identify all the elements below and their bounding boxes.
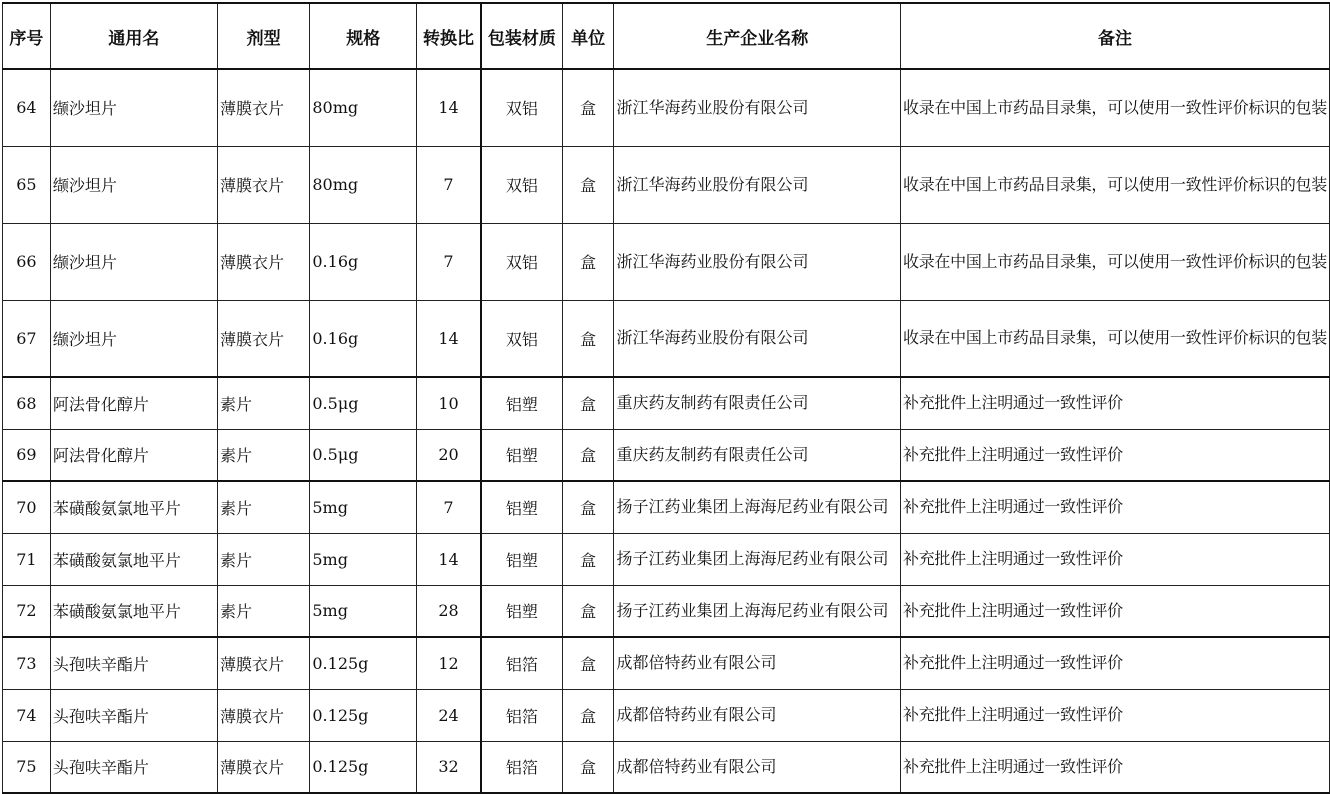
cell-note: 补充批件上注明通过一致性评价 [901,689,1330,741]
table-row [3,533,1330,585]
cell-form: 薄膜衣片 [217,741,309,793]
cell-note: 补充批件上注明通过一致性评价 [901,585,1330,637]
cell-pack: 铝塑 [481,377,562,429]
cell-ratio: 20 [417,429,481,481]
cell-pack: 铝塑 [481,481,562,533]
cell-form: 素片 [217,533,309,585]
cell-form: 薄膜衣片 [217,637,309,689]
table-row [3,637,1330,689]
cell-form: 薄膜衣片 [217,146,309,223]
cell-ratio: 14 [417,300,481,377]
header-maker: 生产企业名称 [614,3,901,69]
cell-maker: 浙江华海药业股份有限公司 [614,146,901,223]
cell-maker: 扬子江药业集团上海海尼药业有限公司 [614,533,901,585]
cell-note: 补充批件上注明通过一致性评价 [901,741,1330,793]
table-header [3,3,1330,69]
table-row [3,146,1330,223]
cell-spec: 0.5μg [310,429,417,481]
cell-no: 65 [3,146,51,223]
cell-form: 薄膜衣片 [217,69,309,146]
table-row [3,300,1330,377]
cell-form: 素片 [217,585,309,637]
cell-pack: 铝箔 [481,637,562,689]
cell-no: 69 [3,429,51,481]
drug-list-table [2,2,1330,794]
cell-maker: 重庆药友制药有限责任公司 [614,377,901,429]
table-row [3,741,1330,793]
cell-maker: 浙江华海药业股份有限公司 [614,223,901,300]
cell-no: 64 [3,69,51,146]
cell-name: 缬沙坦片 [50,223,217,300]
cell-ratio: 7 [417,481,481,533]
cell-pack: 双铝 [481,223,562,300]
cell-unit: 盒 [562,481,614,533]
cell-unit: 盒 [562,377,614,429]
cell-form: 素片 [217,377,309,429]
cell-ratio: 7 [417,223,481,300]
cell-spec: 0.125g [310,741,417,793]
header-note: 备注 [901,3,1330,69]
cell-spec: 5mg [310,585,417,637]
cell-unit: 盒 [562,533,614,585]
cell-spec: 0.5μg [310,377,417,429]
cell-maker: 扬子江药业集团上海海尼药业有限公司 [614,585,901,637]
cell-ratio: 24 [417,689,481,741]
cell-maker: 重庆药友制药有限责任公司 [614,429,901,481]
cell-maker: 扬子江药业集团上海海尼药业有限公司 [614,481,901,533]
header-no: 序号 [3,3,51,69]
cell-name: 苯磺酸氨氯地平片 [50,481,217,533]
cell-no: 71 [3,533,51,585]
cell-no: 73 [3,637,51,689]
cell-ratio: 14 [417,533,481,585]
cell-no: 68 [3,377,51,429]
cell-maker: 浙江华海药业股份有限公司 [614,300,901,377]
cell-note: 补充批件上注明通过一致性评价 [901,637,1330,689]
cell-ratio: 28 [417,585,481,637]
table-row [3,585,1330,637]
cell-note: 收录在中国上市药品目录集，可以使用一致性评价标识的包装 [901,223,1330,300]
cell-no: 75 [3,741,51,793]
cell-form: 素片 [217,429,309,481]
table-row [3,69,1330,146]
cell-pack: 铝塑 [481,533,562,585]
cell-name: 苯磺酸氨氯地平片 [50,585,217,637]
cell-maker: 成都倍特药业有限公司 [614,741,901,793]
cell-unit: 盒 [562,689,614,741]
cell-form: 薄膜衣片 [217,223,309,300]
table-row [3,481,1330,533]
cell-form: 薄膜衣片 [217,689,309,741]
cell-name: 阿法骨化醇片 [50,429,217,481]
cell-no: 74 [3,689,51,741]
cell-ratio: 7 [417,146,481,223]
cell-spec: 0.125g [310,637,417,689]
cell-spec: 0.125g [310,689,417,741]
cell-unit: 盒 [562,69,614,146]
cell-no: 66 [3,223,51,300]
cell-note: 收录在中国上市药品目录集，可以使用一致性评价标识的包装 [901,69,1330,146]
cell-name: 头孢呋辛酯片 [50,637,217,689]
cell-note: 补充批件上注明通过一致性评价 [901,377,1330,429]
cell-name: 缬沙坦片 [50,146,217,223]
cell-note: 收录在中国上市药品目录集，可以使用一致性评价标识的包装 [901,146,1330,223]
cell-no: 72 [3,585,51,637]
cell-unit: 盒 [562,146,614,223]
cell-pack: 铝箔 [481,689,562,741]
cell-name: 头孢呋辛酯片 [50,741,217,793]
cell-pack: 铝塑 [481,585,562,637]
table-row [3,429,1330,481]
cell-unit: 盒 [562,585,614,637]
cell-pack: 双铝 [481,146,562,223]
cell-pack: 双铝 [481,69,562,146]
cell-note: 补充批件上注明通过一致性评价 [901,481,1330,533]
cell-maker: 浙江华海药业股份有限公司 [614,69,901,146]
cell-note: 补充批件上注明通过一致性评价 [901,533,1330,585]
cell-pack: 双铝 [481,300,562,377]
cell-name: 头孢呋辛酯片 [50,689,217,741]
cell-no: 70 [3,481,51,533]
header-pack: 包装材质 [481,3,562,69]
cell-ratio: 12 [417,637,481,689]
table-row [3,223,1330,300]
header-row [3,3,1330,69]
cell-spec: 0.16g [310,300,417,377]
cell-name: 苯磺酸氨氯地平片 [50,533,217,585]
table-row [3,377,1330,429]
cell-form: 薄膜衣片 [217,300,309,377]
cell-ratio: 32 [417,741,481,793]
header-form: 剂型 [217,3,309,69]
cell-spec: 0.16g [310,223,417,300]
cell-spec: 5mg [310,533,417,585]
cell-name: 缬沙坦片 [50,69,217,146]
header-name: 通用名 [50,3,217,69]
table-row [3,689,1330,741]
cell-pack: 铝塑 [481,429,562,481]
table-body [3,69,1330,793]
cell-unit: 盒 [562,741,614,793]
cell-name: 缬沙坦片 [50,300,217,377]
cell-unit: 盒 [562,223,614,300]
cell-unit: 盒 [562,429,614,481]
cell-note: 补充批件上注明通过一致性评价 [901,429,1330,481]
header-unit: 单位 [562,3,614,69]
cell-note: 收录在中国上市药品目录集，可以使用一致性评价标识的包装 [901,300,1330,377]
cell-spec: 80mg [310,69,417,146]
cell-unit: 盒 [562,300,614,377]
cell-ratio: 14 [417,69,481,146]
cell-no: 67 [3,300,51,377]
cell-form: 素片 [217,481,309,533]
cell-maker: 成都倍特药业有限公司 [614,689,901,741]
header-spec: 规格 [310,3,417,69]
cell-unit: 盒 [562,637,614,689]
cell-maker: 成都倍特药业有限公司 [614,637,901,689]
header-ratio: 转换比 [417,3,481,69]
cell-spec: 5mg [310,481,417,533]
cell-name: 阿法骨化醇片 [50,377,217,429]
cell-ratio: 10 [417,377,481,429]
cell-spec: 80mg [310,146,417,223]
cell-pack: 铝箔 [481,741,562,793]
